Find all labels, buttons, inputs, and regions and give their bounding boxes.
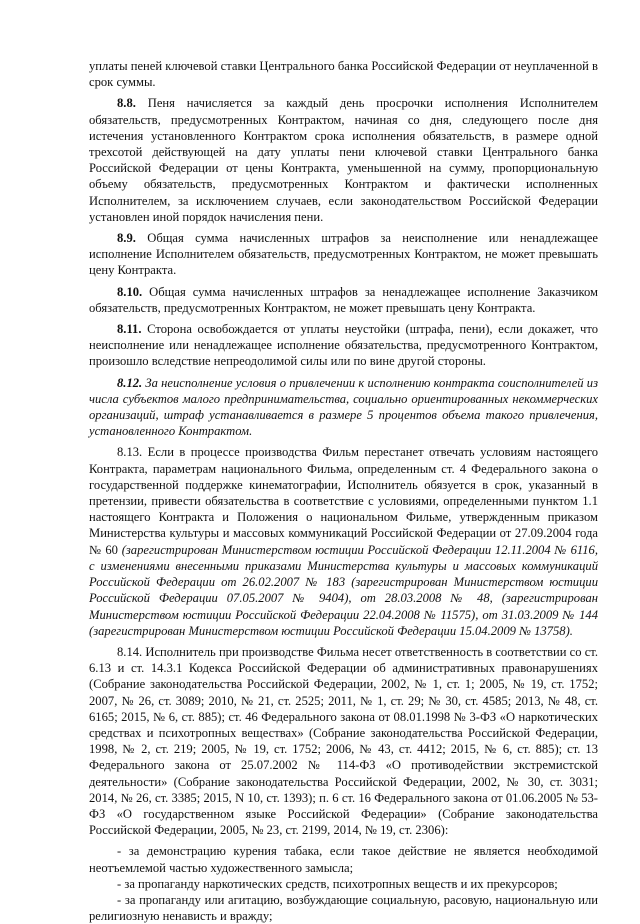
clause-8-13-registration-note: (зарегистрирован Министерством юстиции Российской Федерации 12.11.2004 № 6116, с изменениями внесенными приказами Министерства культуры и массовых коммуникаций Российской Федерации от 26.02.2007 № 183 (зарегистрирован Министерством юстиции Российской Федерации 07.05.2007 № 9404), от 28.03.2008 № 48, (зарегистрирован Министерством юстиции Российской Федерации 22.04.2008 № 11575), от 31.03.2009 № 144 (зарегистрирован Министерством юстиции Российской Федерации 15.04.2009 № 13758). (89, 542, 598, 638)
list-item: - за пропаганду или агитацию, возбуждающие социальную, расовую, национальную или религиозную ненависть и вражду; (89, 892, 598, 924)
clause-8-12-text: За неисполнение условия о привлечении к исполнению контракта соисполнителей из числа субъектов малого предпринимательства, социально ориентированных некоммерческих организаций, штраф устанавливается в размере 5 процентов объема такого привлечения, установленного Контрактом. (89, 375, 598, 439)
clause-8-10-number: 8.10. (117, 284, 143, 299)
clause-8-8-text: Пеня начисляется за каждый день просрочки исполнения Исполнителем обязательств, предусмотренных Контрактом, начиная со дня, следующего после дня истечения установленного Контрактом срока исполнения обязательств, в размере одной трехсотой действующей на дату уплаты пени ключевой ставки Центрального банка Российской Федерации от цены Контракта, уменьшенной на сумму, пропорциональную объему обязательств, предусмотренных Контрактом и фактически исполненных Исполнителем, за исключением случаев, если законодательством Российской Федерации установлен иной порядок начисления пени. (89, 96, 598, 224)
clause-8-12-number: 8.12. (117, 375, 143, 390)
clause-8-12 (89, 375, 598, 440)
clause-8-11-number: 8.11. (117, 322, 142, 337)
clause-8-14: 8.14. Исполнитель при производстве Фильма несет ответственность в соответствии со ст. 6.13 и ст. 14.3.1 Кодекса Российской Федерации об административных правонарушениях (Собрание законодательства Российской Федерации, 2002, № 1, ст. 1; 2005, № 19, ст. 1752; 2007, № 26, ст. 3089; 2010, № 21, ст. 2525; 2011, № 1, ст. 29; № 30, ст. 4585; 2013, № 48, ст. 6165; 2015, № 6, ст. 885); ст. 46 Федерального закона от 08.01.1998 № 3-ФЗ «О наркотических средствах и психотропных веществах» (Собрание законодательства Российской Федерации, 1998, № 2, ст. 219; 2005, № 19, ст. 1752; 2006, № 43, ст. 4412; 2015, № 6, ст. 885); ст. 13 Федерального закона от 25.07.2002 № 114-ФЗ «О противодействии экстремистской деятельности» (Собрание законодательства Российской Федерации, 2002, № 30, ст. 3031; 2014, № 26, ст. 3385; 2015, N 10, ст. 1393); п. 6 ст. 16 Федерального закона от 01.06.2005 № 53-ФЗ «О государственном языке Российской Федерации» (Собрание законодательства Российской Федерации, 2005, № 23, ст. 2199, 2014, № 19, ст. 2306): (89, 644, 598, 838)
clause-8-11 (89, 321, 598, 370)
clause-8-13 (89, 444, 598, 638)
clause-8-9-number: 8.9. (117, 231, 136, 246)
list-item: - за демонстрацию курения табака, если такое действие не является необходимой неотъемлемой частью художественного замысла; (89, 844, 598, 875)
paragraph-continuation: уплаты пеней ключевой ставки Центрального банка Российской Федерации от неуплаченной в срок суммы. (89, 59, 598, 90)
clause-8-8-number: 8.8. (117, 96, 136, 111)
clause-8-8 (89, 95, 598, 225)
clause-8-10-text: Общая сумма начисленных штрафов за ненадлежащее исполнение Заказчиком обязательств, предусмотренных Контрактом, не может превышать цену Контракта. (89, 284, 598, 315)
list-item: - за пропаганду наркотических средств, психотропных веществ и их прекурсоров; (117, 876, 558, 891)
clause-8-13-text: 8.13. Если в процессе производства Фильм перестанет отвечать условиям настоящего Контракта, параметрам национального Фильма, определенным ст. 4 Федерального закона о государственной поддержке кинематографии, Исполнитель обязуется в срок, указанный в претензии, привести обязательства в соответствие с условиями, определенными пунктом 1.1 настоящего Контракта и Положения о национальном Фильме, утвержденным приказом Министерства культуры и массовых коммуникаций Российской Федерации от 27.09.2004 года № 60 (89, 445, 598, 557)
clause-8-10 (89, 284, 598, 316)
clause-8-9 (89, 230, 598, 279)
clause-8-9-text: Общая сумма начисленных штрафов за неисполнение или ненадлежащее исполнение Исполнителем обязательств, предусмотренных Контрактом, не может превышать цену Контракта. (89, 231, 598, 278)
clause-8-11-text: Сторона освобождается от уплаты неустойки (штрафа, пени), если докажет, что неисполнение или ненадлежащее исполнение обязательства, предусмотренного Контрактом, произошло вследствие непреодолимой силы или по вине другой стороны. (89, 322, 598, 369)
